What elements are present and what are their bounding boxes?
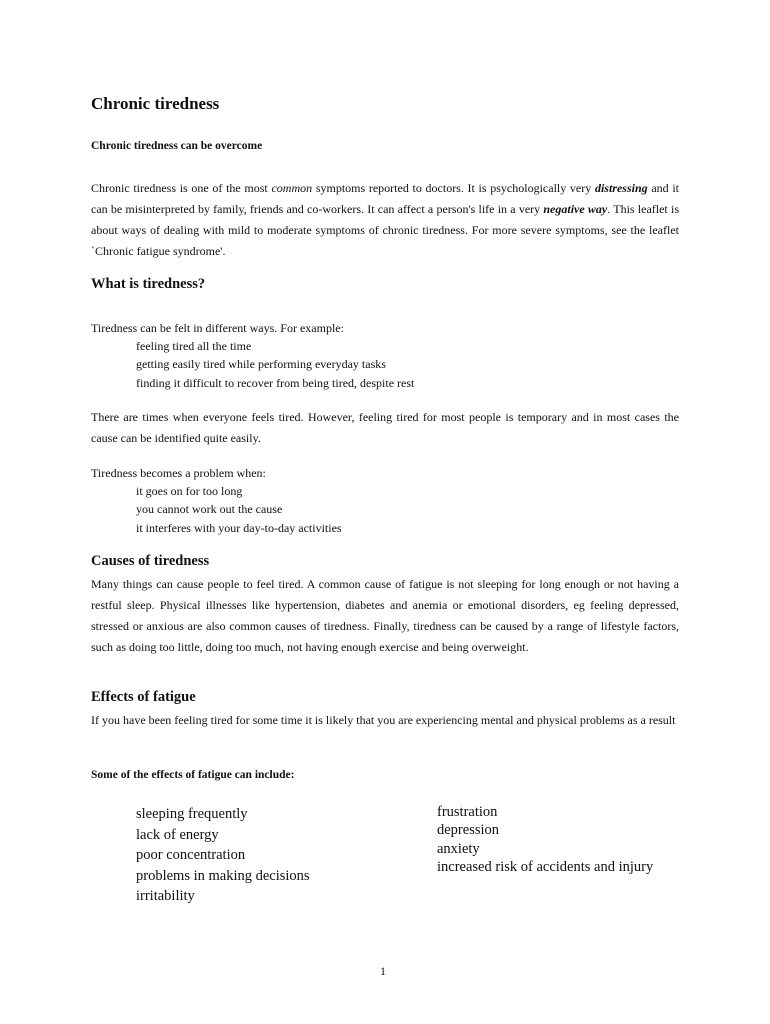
list-item: it goes on for too long [110,482,342,500]
emphasis-common: common [271,181,313,195]
problem-conditions-list [110,482,342,537]
bullet-icon [110,500,120,518]
tiredness-ways-list [110,337,414,392]
heading-causes-of-tiredness: Causes of tiredness [91,553,210,569]
page-title: Chronic tiredness [91,94,220,113]
bullet-icon [110,804,120,825]
emphasis-negative-way: negative way [543,202,608,216]
bullet-icon [411,821,421,839]
bullet-icon [110,519,120,537]
what-is-lead: Tiredness can be felt in different ways. For example: [91,321,344,335]
effects-list-left [110,804,310,907]
bullet-icon [110,337,120,355]
list-item: you cannot work out the cause [110,500,342,518]
problem-lead: Tiredness becomes a problem when: [91,466,266,480]
list-item: irritability [110,886,310,907]
heading-what-is-tiredness: What is tiredness? [91,276,206,292]
list-item: sleeping frequently [110,804,310,825]
list-item: frustration [411,803,653,821]
intro-text-1: Chronic tiredness is one of the most [91,181,272,195]
heading-effects-of-fatigue: Effects of fatigue [91,689,196,705]
list-item: feeling tired all the time [110,337,414,355]
list-item: lack of energy [110,825,310,846]
intro-text-3: and it can be misinterpreted by family, friends and co-workers. It can affect a person's life in a very [91,181,679,216]
intro-text-4: . This leaflet is about ways of dealing with mild to moderate symptoms of chronic tiredness. For more severe symptoms, see the leaflet `Chronic fatigue syndrome'. [91,202,679,258]
bullet-icon [110,482,120,500]
list-item: problems in making decisions [110,866,310,887]
bullet-icon [110,355,120,373]
list-item: it interferes with your day-to-day activities [110,519,342,537]
bullet-icon [411,840,421,858]
bullet-icon [110,886,120,907]
intro-paragraph [91,178,679,262]
bullet-icon [110,845,120,866]
list-item: finding it difficult to recover from being tired, despite rest [110,374,414,392]
bullet-icon [110,866,120,887]
causes-paragraph: Many things can cause people to feel tired. A common cause of fatigue is not sleeping for long enough or not having a restful sleep. Physical illnesses like hypertension, diabetes and anemia or emotional disorders, eg feeling depressed, stressed or anxious are also common causes of tiredness. Finally, tiredness can be caused by a range of lifestyle factors, such as doing too little, doing too much, not having enough exercise and being overweight. [91,577,679,654]
page-number: 1 [380,964,386,978]
list-item: increased risk of accidents and injury [411,858,653,876]
bullet-icon [110,374,120,392]
effects-paragraph: If you have been feeling tired for some time it is likely that you are experiencing mental and physical problems as a result [91,713,676,727]
bullet-icon [110,825,120,846]
list-item: poor concentration [110,845,310,866]
list-item: anxiety [411,840,653,858]
subtitle: Chronic tiredness can be overcome [91,140,263,152]
list-item: depression [411,821,653,839]
effects-subheading: Some of the effects of fatigue can include: [91,769,295,781]
bullet-icon [411,803,421,821]
what-is-paragraph: There are times when everyone feels tired. However, feeling tired for most people is temporary and in most cases the cause can be identified quite easily. [91,410,679,445]
list-item: getting easily tired while performing everyday tasks [110,355,414,373]
effects-list-right [411,803,653,876]
emphasis-distressing: distressing [594,181,648,195]
bullet-icon [411,858,421,876]
intro-text-2: symptoms reported to doctors. It is psychologically very [312,181,595,195]
